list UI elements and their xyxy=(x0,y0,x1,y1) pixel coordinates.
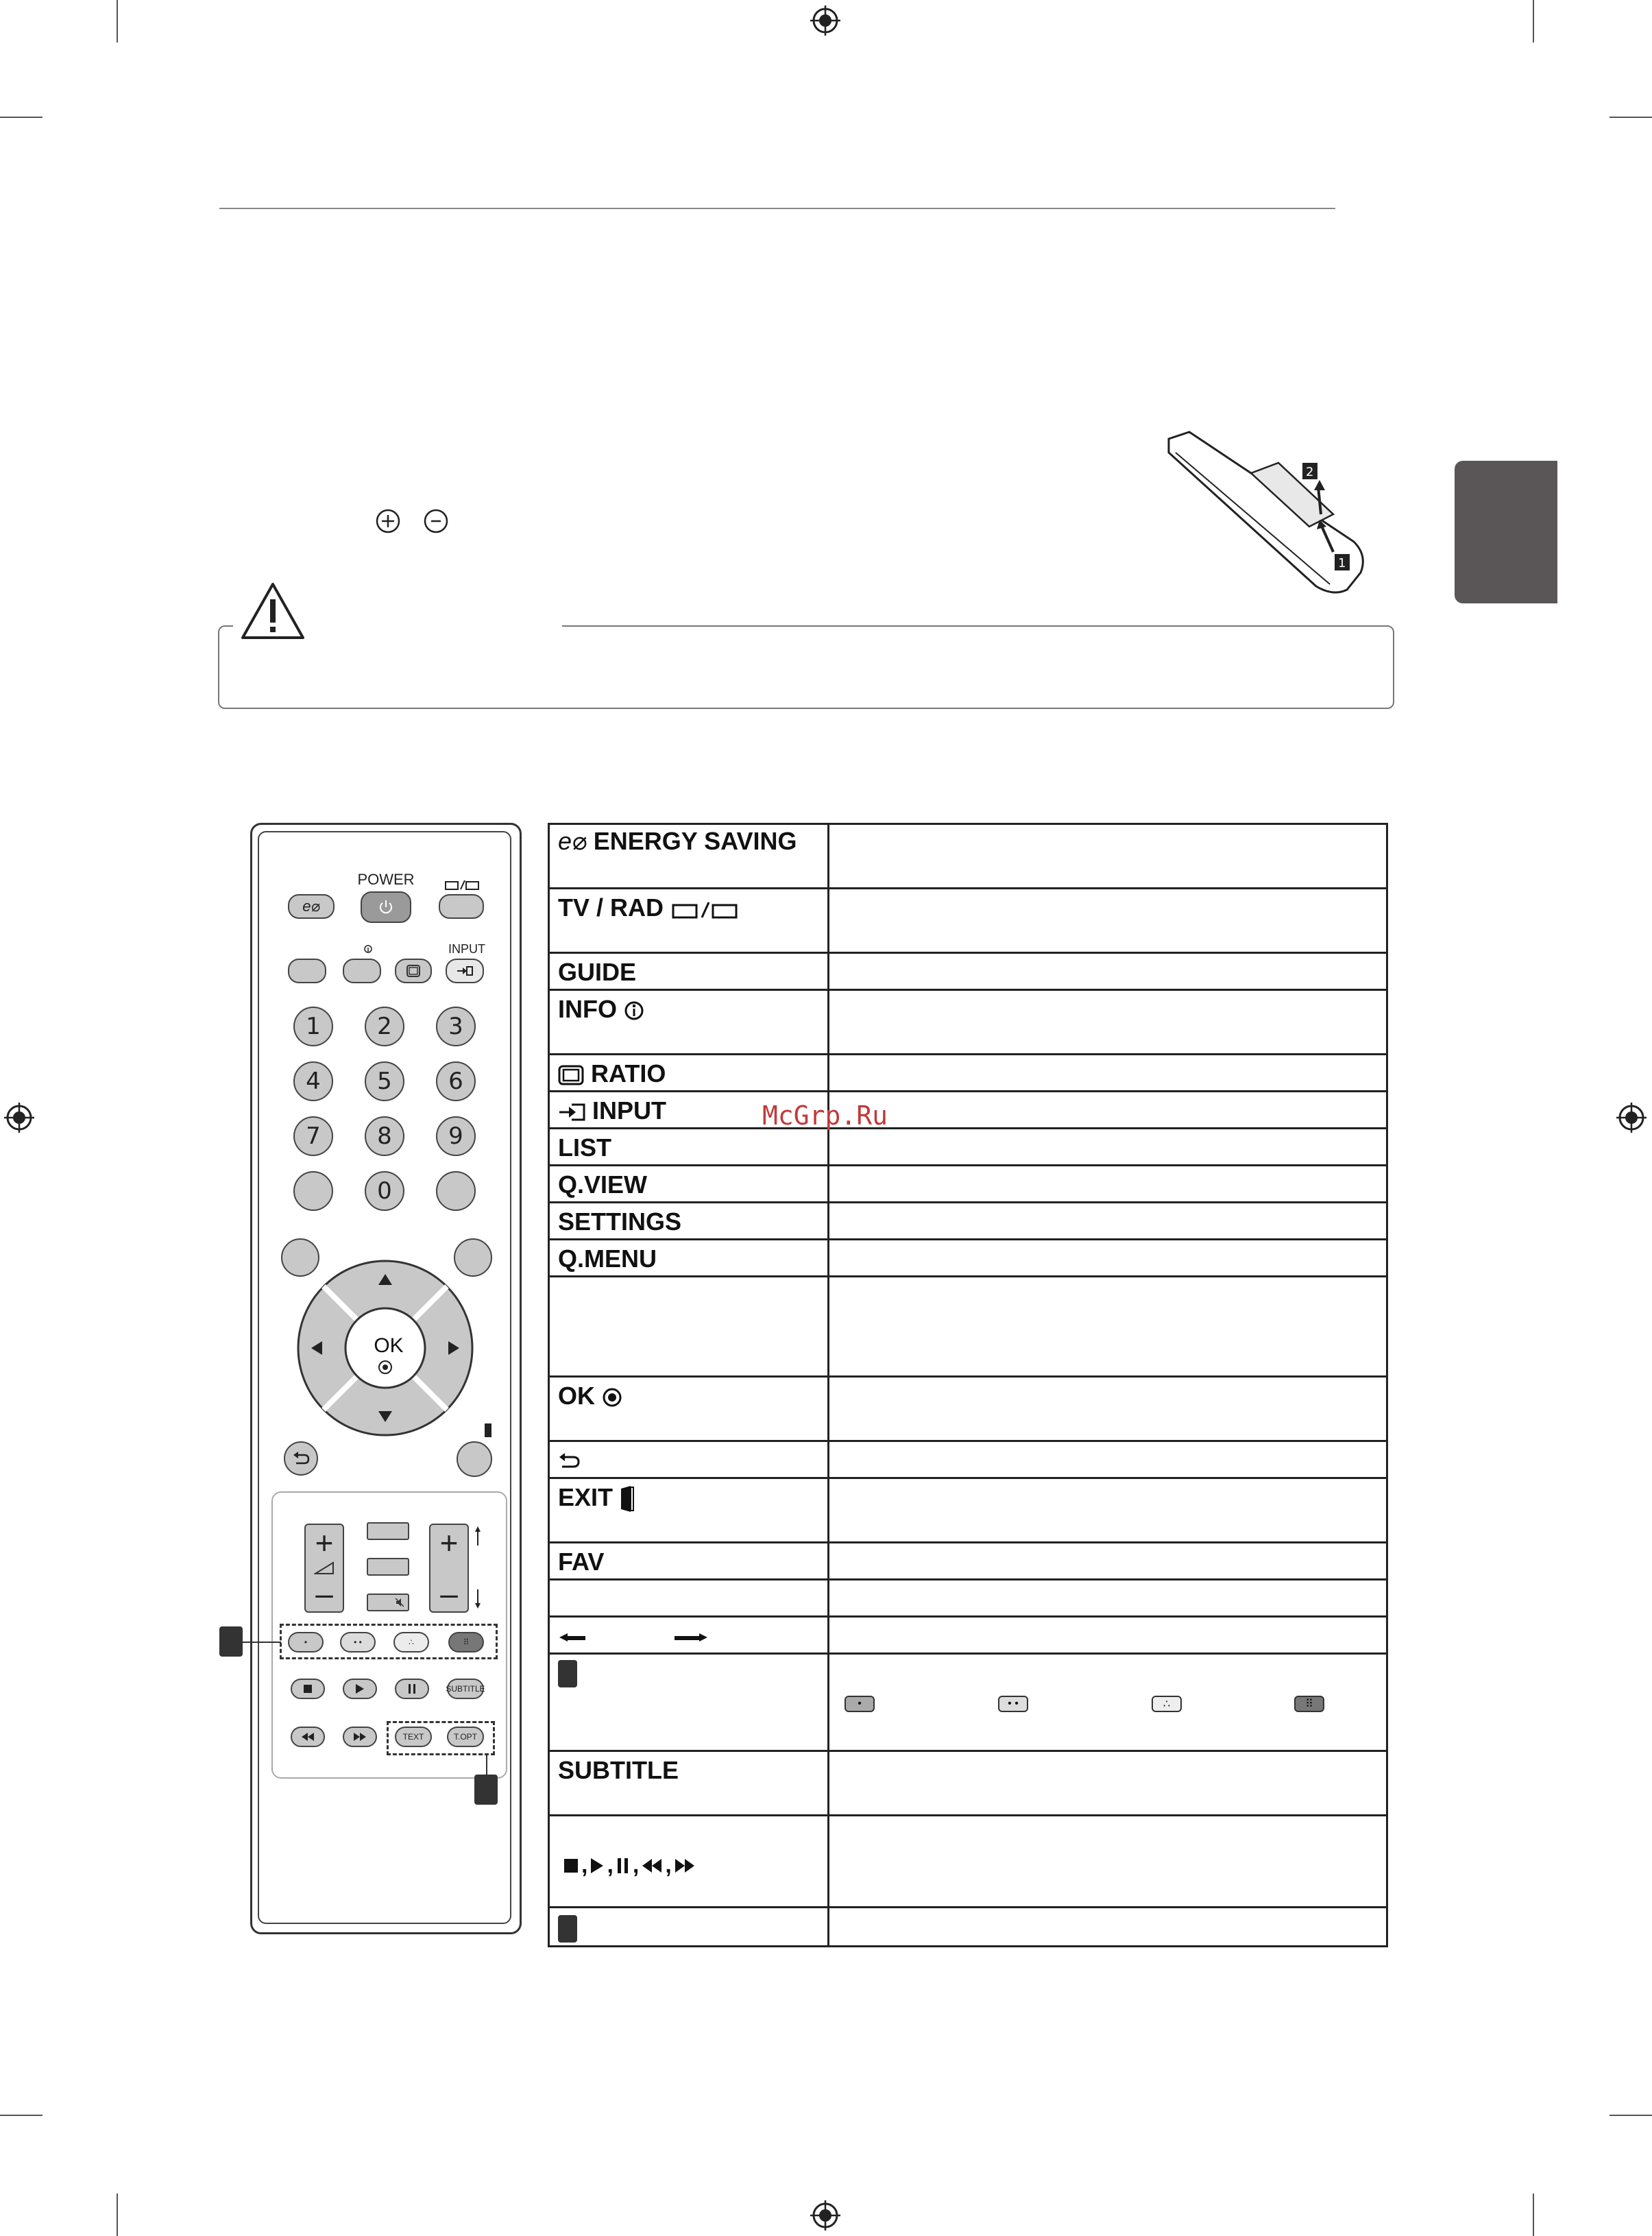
channel-rocker[interactable]: + – xyxy=(429,1524,469,1613)
row-label: INFO xyxy=(558,995,617,1023)
green-key-icon: • • xyxy=(998,1696,1028,1712)
ratio-button[interactable] xyxy=(395,959,432,983)
red-key-icon: • xyxy=(845,1696,875,1712)
number-9-button[interactable]: 9 xyxy=(436,1116,476,1156)
info-small-icon xyxy=(363,943,373,954)
play-button[interactable] xyxy=(343,1679,377,1699)
table-row xyxy=(550,1652,1386,1750)
ok-label: OK xyxy=(374,1334,404,1357)
ok-dot-icon xyxy=(602,1387,622,1408)
mute-icon xyxy=(396,1598,404,1607)
table-row xyxy=(550,887,1386,952)
red-key-button[interactable]: • xyxy=(288,1632,324,1652)
table-row xyxy=(550,1906,1386,1947)
crop-mark xyxy=(1610,117,1652,118)
teletext-marker xyxy=(558,1915,577,1943)
marker-leader xyxy=(243,1642,281,1643)
list-button[interactable] xyxy=(293,1171,333,1211)
header-rule xyxy=(219,208,1335,209)
row-label: GUIDE xyxy=(558,958,637,986)
fast-forward-icon xyxy=(675,1858,695,1873)
marker-leader xyxy=(486,1755,487,1775)
color-keys-marker xyxy=(219,1626,243,1657)
registration-mark-icon xyxy=(810,2200,840,2231)
text-button[interactable]: TEXT xyxy=(395,1727,432,1747)
input-label: INPUT xyxy=(448,942,485,956)
info-icon xyxy=(624,1000,644,1021)
exit-button[interactable] xyxy=(457,1441,492,1477)
row-label: SETTINGS xyxy=(558,1207,682,1236)
row-label: ENERGY SAVING xyxy=(593,827,797,855)
mute-button[interactable] xyxy=(367,1594,409,1611)
power-icon xyxy=(378,899,394,915)
playback-icons: , , , , xyxy=(563,1852,695,1879)
back-icon xyxy=(558,1452,581,1471)
row-label: RATIO xyxy=(591,1059,666,1087)
stop-button[interactable] xyxy=(291,1679,325,1699)
number-2-button[interactable]: 2 xyxy=(365,1007,404,1046)
registration-mark-icon xyxy=(1616,1103,1647,1133)
crop-mark xyxy=(0,117,42,118)
table-row xyxy=(550,823,1386,889)
t-opt-button[interactable]: T.OPT xyxy=(447,1727,484,1747)
crop-mark xyxy=(1610,2115,1652,2116)
yellow-key-button[interactable]: ∴ xyxy=(393,1632,429,1652)
row-label: TV / RAD xyxy=(558,893,664,922)
blue-key-icon: ⠿ xyxy=(1294,1696,1324,1712)
green-key-button[interactable]: • • xyxy=(340,1632,376,1652)
page-up-down-icon xyxy=(474,1526,481,1609)
table-row xyxy=(550,1477,1386,1541)
crop-mark xyxy=(0,2115,42,2116)
rewind-icon xyxy=(302,1733,314,1741)
ratio-icon xyxy=(406,964,421,978)
rewind-button[interactable] xyxy=(291,1727,325,1747)
caution-box xyxy=(218,625,1394,709)
rewind-icon xyxy=(642,1858,662,1873)
yellow-key-icon: ∴ xyxy=(1152,1696,1182,1712)
teletext-marker xyxy=(474,1775,498,1805)
number-6-button[interactable]: 6 xyxy=(436,1061,476,1101)
row-label: LIST xyxy=(558,1133,611,1162)
number-5-button[interactable]: 5 xyxy=(365,1061,404,1101)
watermark: McGrp.Ru xyxy=(762,1101,888,1131)
exit-small-icon xyxy=(484,1422,494,1439)
volume-rocker[interactable]: + – xyxy=(304,1524,344,1613)
table-row xyxy=(550,1541,1386,1578)
crop-mark xyxy=(117,2193,118,2236)
minus-polarity-icon xyxy=(422,507,450,535)
table-row xyxy=(550,1440,1386,1477)
input-icon xyxy=(558,1103,585,1122)
registration-mark-icon xyxy=(4,1103,34,1133)
crop-mark xyxy=(1533,0,1534,43)
crop-mark xyxy=(1533,2193,1534,2236)
color-keys-marker xyxy=(558,1660,577,1687)
table-row xyxy=(550,1164,1386,1201)
q-view-button[interactable] xyxy=(436,1171,476,1211)
fav-button[interactable] xyxy=(367,1522,409,1540)
row-label: SUBTITLE xyxy=(558,1756,679,1784)
subtitle-button[interactable]: SUBTITLE xyxy=(447,1679,484,1699)
table-row xyxy=(550,1750,1386,1814)
energy-saving-button[interactable]: e⌀ xyxy=(288,894,335,919)
table-row xyxy=(550,1090,1386,1127)
table-row xyxy=(550,1814,1386,1906)
blue-key-button[interactable]: ⠿ xyxy=(448,1632,484,1652)
power-button[interactable] xyxy=(361,891,411,923)
tv-radio-button[interactable] xyxy=(439,894,484,919)
table-row xyxy=(550,1127,1386,1164)
svg-text:2: 2 xyxy=(1306,465,1314,479)
power-label: POWER xyxy=(357,871,415,888)
info-button[interactable] xyxy=(343,959,381,983)
crop-mark xyxy=(117,0,118,43)
table-row xyxy=(550,952,1386,989)
guide-button[interactable] xyxy=(288,959,326,983)
table-row xyxy=(550,1201,1386,1238)
number-7-button[interactable]: 7 xyxy=(293,1116,333,1156)
table-row xyxy=(550,1238,1386,1275)
table-row xyxy=(550,1615,1386,1652)
registration-mark-icon xyxy=(810,5,840,36)
tv-radio-icon xyxy=(670,900,739,919)
stop-icon xyxy=(304,1685,312,1693)
row-label: INPUT xyxy=(592,1096,667,1125)
number-0-button[interactable]: 0 xyxy=(365,1171,404,1211)
play-icon xyxy=(356,1684,364,1694)
volume-ramp-icon xyxy=(314,1561,335,1575)
fast-forward-button[interactable] xyxy=(343,1727,377,1747)
number-3-button[interactable]: 3 xyxy=(436,1007,476,1046)
input-arrow-icon xyxy=(456,965,474,977)
play-icon xyxy=(590,1858,604,1874)
back-icon xyxy=(292,1451,310,1466)
pause-button[interactable] xyxy=(395,1679,429,1699)
tv-radio-icon xyxy=(444,879,480,890)
number-4-button[interactable]: 4 xyxy=(293,1061,333,1101)
battery-cover-illustration xyxy=(1162,425,1368,597)
svg-text:1: 1 xyxy=(1338,556,1346,570)
fast-forward-icon xyxy=(354,1733,366,1741)
warning-triangle-icon xyxy=(240,581,306,640)
row-label: Q.MENU xyxy=(558,1245,657,1273)
ratio-icon xyxy=(558,1065,584,1085)
row-label: OK xyxy=(558,1382,595,1410)
row-label: EXIT xyxy=(558,1483,614,1511)
row-label: FAV xyxy=(558,1548,605,1576)
table-row xyxy=(550,1053,1386,1090)
back-button[interactable] xyxy=(284,1441,318,1476)
number-1-button[interactable]: 1 xyxy=(293,1007,333,1046)
section-tab xyxy=(1455,461,1557,603)
number-8-button[interactable]: 8 xyxy=(365,1116,404,1156)
table-row xyxy=(550,989,1386,1053)
page-arrows-icon xyxy=(558,1631,709,1644)
function-table xyxy=(548,823,1388,1947)
row-label: Q.VIEW xyxy=(558,1170,648,1199)
table-row xyxy=(550,1275,1386,1375)
energy-saving-icon: e⌀ xyxy=(558,827,587,855)
table-row xyxy=(550,1375,1386,1440)
pause-icon xyxy=(616,1858,630,1874)
table-row xyxy=(550,1578,1386,1615)
plus-polarity-icon xyxy=(374,507,402,535)
pause-icon xyxy=(408,1684,416,1694)
input-button[interactable] xyxy=(446,959,484,983)
blank-button[interactable] xyxy=(367,1558,409,1576)
stop-icon xyxy=(563,1858,579,1873)
exit-door-icon xyxy=(620,1484,635,1513)
